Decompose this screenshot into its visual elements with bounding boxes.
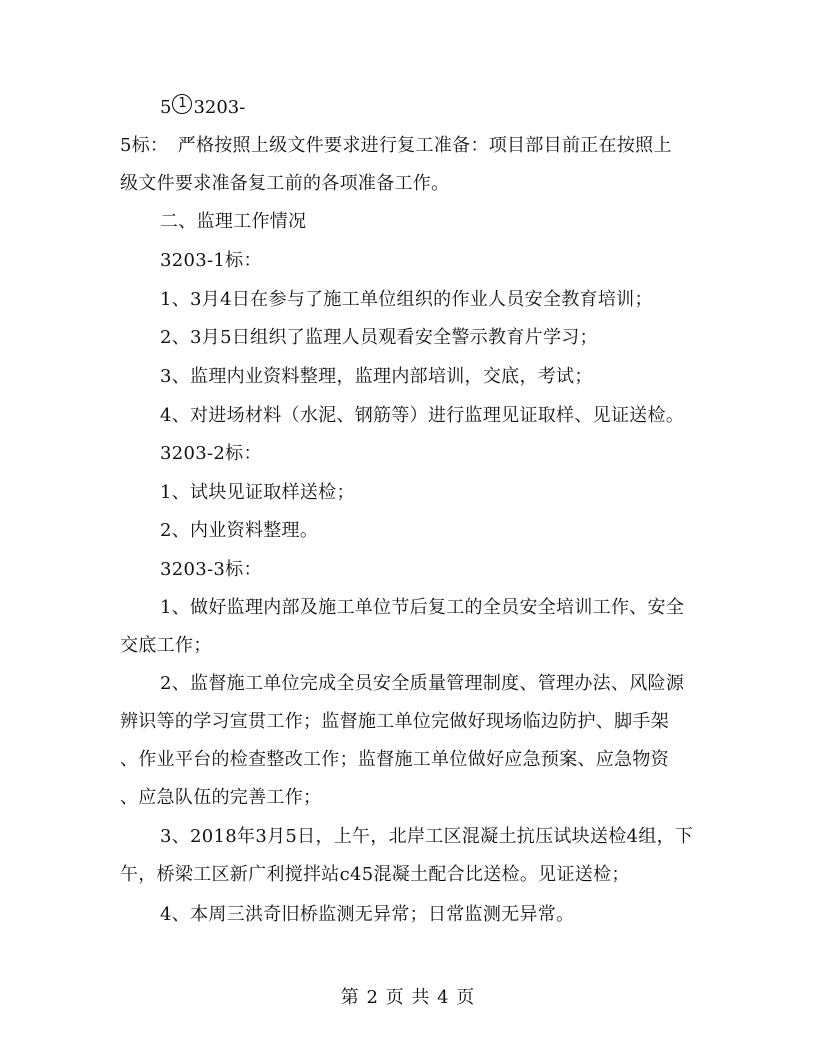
b1-item-1: 1、3月4日在参与了施工单位组织的作业人员安全教育培训； — [160, 289, 653, 310]
b3-item2-line3: 、作业平台的检查整改工作；监督施工单位做好应急预案、应急物资 — [120, 749, 669, 770]
item5-line2: 级文件要求准备复工前的各项准备工作。 — [120, 173, 450, 194]
b1-item-4: 4、对进场材料（水泥、钢筋等）进行监理见证取样、见证送检。 — [160, 405, 685, 426]
item5-line1: 5标： 严格按照上级文件要求进行复工准备：项目部目前正在按照上 — [120, 135, 672, 156]
section2-title: 二、监理工作情况 — [160, 211, 307, 232]
b3-item4: 4、本周三洪奇旧桥监测无异常；日常监测无异常。 — [160, 904, 575, 925]
b3-title: 3203-3标： — [160, 559, 262, 580]
b3-item1-line2: 交底工作； — [120, 635, 212, 656]
item5-code: 3203- — [193, 97, 246, 118]
b2-item-2: 2、内业资料整理。 — [160, 520, 319, 541]
item5-number: 5 — [160, 97, 172, 118]
b1-item-3: 3、监理内业资料整理，监理内部培训，交底，考试； — [160, 366, 593, 387]
b3-item2-line1: 2、监督施工单位完成全员安全质量管理制度、管理办法、风险源 — [160, 673, 685, 694]
b2-item-1: 1、试块见证取样送检； — [160, 482, 355, 503]
b2-title: 3203-2标： — [160, 443, 262, 464]
b3-item1-line1: 1、做好监理内部及施工单位节后复工的全员安全培训工作、安全 — [160, 597, 685, 618]
b3-item3-line1: 3、2018年3月5日，上午，北岸工区混凝土抗压试块送检4组，下 — [160, 826, 694, 847]
page-footer: 第 2 页 共 4 页 — [340, 987, 476, 1008]
b1-title: 3203-1标： — [160, 250, 262, 271]
b3-item3-line2: 午，桥梁工区新广利搅拌站c45混凝土配合比送检。见证送检； — [120, 864, 630, 885]
b1-item-2: 2、3月5日组织了监理人员观看安全警示教育片学习； — [160, 327, 598, 348]
item5-heading — [160, 96, 245, 120]
b3-item2-line4: 、应急队伍的完善工作； — [120, 787, 322, 808]
b3-item2-line2: 辨识等的学习宣贯工作；监督施工单位完做好现场临边防护、脚手架 — [120, 711, 669, 732]
circled-number-marker: 1 — [172, 94, 192, 114]
